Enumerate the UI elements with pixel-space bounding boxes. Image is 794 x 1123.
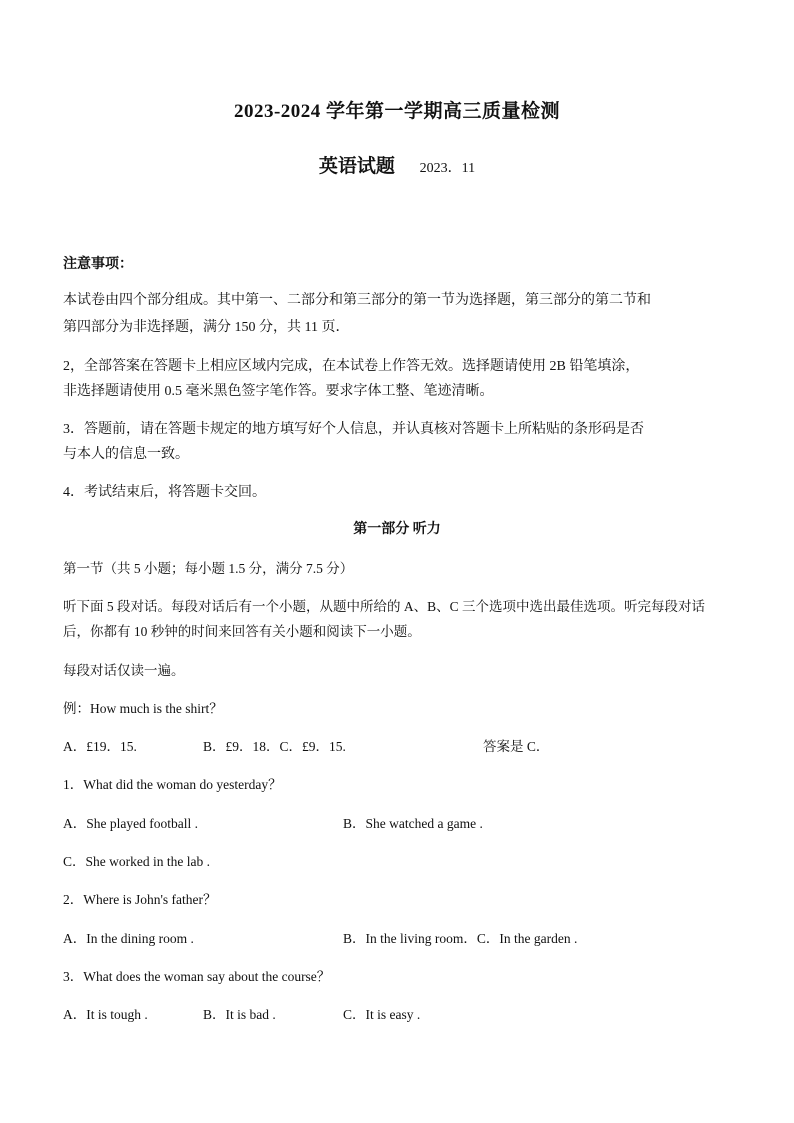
question-1-option-a: A．She played football . — [63, 816, 198, 831]
question-3-option-b: B．It is bad . — [203, 1007, 276, 1022]
example-answer: 答案是 C． — [483, 739, 550, 754]
question-3: 3．What does the woman say about the course？ — [63, 969, 331, 984]
exam-title: 2023-2024 学年第一学期高三质量检测 — [233, 101, 561, 122]
question-2: 2．Where is John's father？ — [63, 892, 217, 907]
notice-item2-line2: 非选择题请使用 0.5 毫米黑色签字笔作答。要求字体工整、笔迹清晰。 — [63, 384, 494, 399]
notice-item4: 4．考试结束后，将答题卡交回。 — [63, 485, 266, 500]
exam-subtitle — [0, 151, 794, 178]
notice-heading: 注意事项： — [63, 257, 133, 272]
notice-item1-line2: 第四部分为非选择题，满分 150 分，共 11 页． — [63, 320, 350, 335]
notice-item2-line1: 2，全部答案在答题卡上相应区域内完成，在本试卷上作答无效。选择题请使用 2B 铅笔填涂， — [63, 359, 640, 374]
notice-item1-line1: 本试卷由四个部分组成。其中第一、二部分和第三部分的第一节为选择题，第三部分的第二节和 — [63, 293, 651, 308]
notice-item3-line1: 3．答题前，请在答题卡规定的地方填写好个人信息，并认真核对答题卡上所粘贴的条形码是否 — [63, 422, 644, 437]
notice-item3-line2: 与本人的信息一致。 — [63, 447, 189, 462]
question-2-option-a: A．In the dining room . — [63, 931, 194, 946]
read-once-note: 每段对话仅读一遍。 — [63, 663, 185, 678]
example-question: 例：How much is the shirt？ — [63, 701, 223, 716]
question-1-option-c: C．She worked in the lab . — [63, 854, 210, 869]
subject-label: 英语试题 — [318, 156, 395, 177]
instruction-line1: 听下面 5 段对话。每段对话后有一个小题，从题中所给的 A、B、C 三个选项中选出最佳选项。听完每段对话 — [63, 599, 706, 614]
question-3-option-c: C．It is easy . — [343, 1007, 421, 1022]
section-info: 第一节（共 5 小题；每小题 1.5 分，满分 7.5 分） — [63, 561, 354, 576]
exam-date: 2023．11 — [419, 161, 476, 176]
question-1-option-b: B．She watched a game . — [343, 816, 483, 831]
instruction-line2: 后，你都有 10 秒钟的时间来回答有关小题和阅读下一小题。 — [63, 624, 421, 639]
example-option-bc: B．£9．18．C．£9．15. — [203, 739, 346, 754]
part1-heading: 第一部分 听力 — [353, 522, 441, 537]
question-2-option-bc: B．In the living room．C．In the garden . — [343, 931, 578, 946]
question-3-option-a: A．It is tough . — [63, 1007, 148, 1022]
question-1: 1．What did the woman do yesterday？ — [63, 777, 282, 792]
example-option-a: A．£19．15. — [63, 739, 137, 754]
